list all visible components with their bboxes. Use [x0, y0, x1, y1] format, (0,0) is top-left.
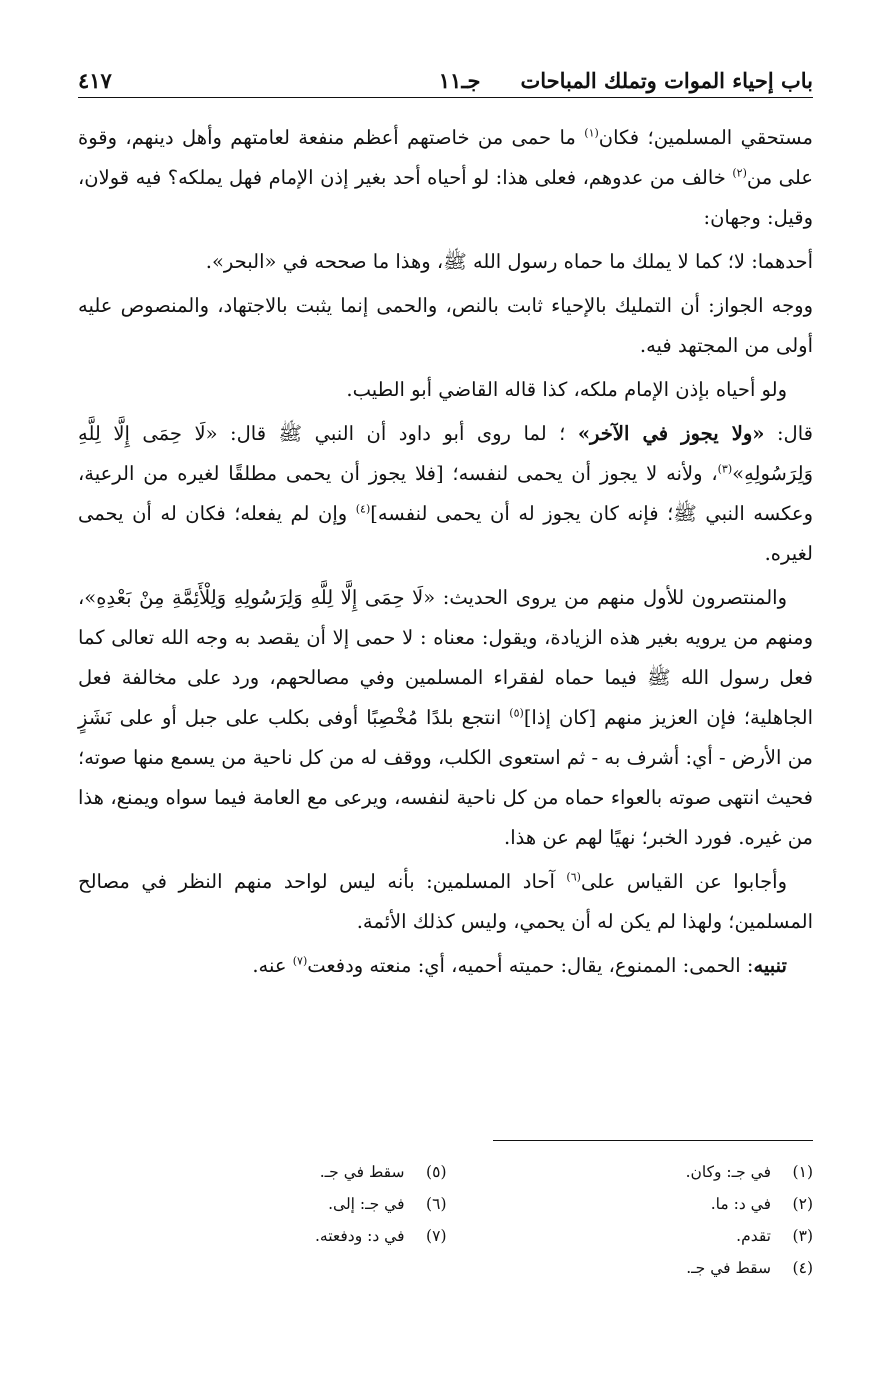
footnote-number: (١): [792, 1163, 813, 1181]
text-run: ولو أحياه بإذن الإمام ملكه، كذا قاله القاضي أبو الطيب.: [346, 378, 787, 401]
footnote-text: في جـ: وكان.: [685, 1163, 771, 1181]
footnote-marker: (١): [584, 126, 599, 140]
text-run: مستحقي المسلمين؛ فكان: [598, 126, 813, 149]
page-number: ٤١٧: [78, 68, 112, 93]
footnote-divider: [493, 1140, 813, 1141]
paragraph: [78, 862, 813, 942]
paragraph: [78, 242, 813, 282]
paragraph: [78, 414, 813, 574]
footnote-marker: (٣): [717, 462, 733, 476]
text-run: وإن لم يفعله؛ فكان له أن يحمى لغيره.: [78, 502, 813, 565]
text-run: آحاد المسلمين: بأنه ليس لواحد منهم النظر في مصالح المسلمين؛ ولهذا لم يكن له أن يحمي، وليس كذلك الأئمة.: [78, 870, 813, 933]
text-run: انتجع بلدًا مُخْصِبًا أوفى بكلب على جبل أو على نَشَزٍ من الأرض - أي: أشرف به - ثم استعوى الكلب، ووقف له من كل ناحية من يسمع منها صوته؛ فحيث انتهى صوته بالعواء حماه من كل ناحية لنفسه، ويرعى مع العامة فيما سواه ويمنع، هذا من غيره. فورد الخبر؛ نهيًا لهم عن هذا.: [78, 706, 813, 849]
text-run: عنه.: [252, 954, 293, 977]
footnote-item: [487, 1252, 814, 1284]
footnote-text: سقط في جـ.: [686, 1259, 771, 1277]
footnote-item: [120, 1156, 447, 1188]
chapter-title: باب إحياء الموات وتملك المباحات: [520, 68, 813, 93]
text-run: وأجابوا عن القياس على: [580, 870, 787, 893]
footnote-text: في جـ: إلى.: [328, 1195, 405, 1213]
footnotes-column-right: [487, 1156, 814, 1284]
text-run: والمنتصرون للأول منهم من يروى الحديث: «لَا حِمَى إِلَّا لِلَّهِ وَلِرَسُولِهِ وَلِلْأَئِمَّةِ مِنْ بَعْدِهِ»، ومنهم من يرويه بغير هذه الزيادة، ويقول: معناه : لا حمى إلا أن يقصد به وجه الله تعالى كما فعل رسول الله ﷺ فيما حماه لفقراء المسلمين وفي مصالحهم، ورد على مخالفة فعل الجاهلية؛ فإن العزيز منهم [كان إذا]: [78, 586, 813, 729]
footnote-number: (٢): [792, 1195, 813, 1213]
footnotes-column-left: [120, 1156, 447, 1284]
main-text: [78, 118, 813, 990]
text-run: : الحمى: الممنوع، يقال: حميته أحميه، أي: منعته ودفعت: [307, 954, 754, 977]
footnote-item: [120, 1188, 447, 1220]
text-run: ؛ لما روى أبو داود أن النبي ﷺ قال: «لَا حِمَى إِلَّا لِلَّهِ وَلِرَسُولِهِ»: [78, 422, 813, 485]
paragraph: [78, 370, 813, 410]
footnote-marker: (٢): [732, 166, 747, 180]
text-run: خالف من عدوهم، فعلى هذا: لو أحياه أحد بغير إذن الإمام فهل يملكه؟ فيه قولان، وقيل: وجهان:: [78, 166, 813, 229]
footnote-text: سقط في جـ.: [319, 1163, 405, 1181]
volume-label: جـ١١: [438, 68, 481, 93]
footnote-item: [487, 1220, 814, 1252]
bold-text: تنبيه: [753, 954, 787, 977]
footnote-item: [120, 1220, 447, 1252]
text-run: ووجه الجواز: أن التمليك بالإحياء ثابت بالنص، والحمى إنما يثبت بالاجتهاد، والمنصوص عليه أولى من المجتهد فيه.: [78, 294, 813, 357]
text-run: قال:: [764, 422, 813, 445]
paragraph: [78, 118, 813, 238]
paragraph: [78, 946, 813, 986]
footnote-text: تقدم.: [736, 1227, 771, 1245]
footnote-marker: (٤): [355, 502, 371, 516]
footnote-text: في د: ما.: [710, 1195, 771, 1213]
footnote-number: (٧): [426, 1227, 447, 1245]
footnote-item: [487, 1156, 814, 1188]
footnote-marker: (٥): [509, 706, 524, 720]
text-run: أحدهما: لا؛ كما لا يملك ما حماه رسول الله ﷺ، وهذا ما صححه في «البحر».: [205, 250, 813, 273]
footnote-number: (٣): [792, 1227, 813, 1245]
text-run: ، ولأنه لا يجوز أن يحمى لنفسه؛ [فلا يجوز أن يحمى مطلقًا لغيره من الرعية، وعكسه النبي ﷺ؛ فإنه كان يجوز له أن يحمى لنفسه]: [78, 462, 813, 525]
running-header: [78, 58, 813, 98]
footnote-number: (٤): [792, 1259, 813, 1277]
footnote-number: (٦): [426, 1195, 447, 1213]
bold-text: «ولا يجوز في الآخر»: [577, 422, 765, 445]
footnote-marker: (٦): [566, 870, 581, 884]
footnote-text: في د: ودفعته.: [315, 1227, 405, 1245]
paragraph: [78, 286, 813, 366]
footnotes: [120, 1156, 813, 1284]
footnote-marker: (٧): [292, 954, 308, 968]
paragraph: [78, 578, 813, 858]
footnote-number: (٥): [426, 1163, 447, 1181]
footnote-item: [487, 1188, 814, 1220]
text-run: ما حمى من خاصتهم أعظم منفعة لعامتهم وأهل دينهم، وقوة على من: [78, 126, 813, 189]
